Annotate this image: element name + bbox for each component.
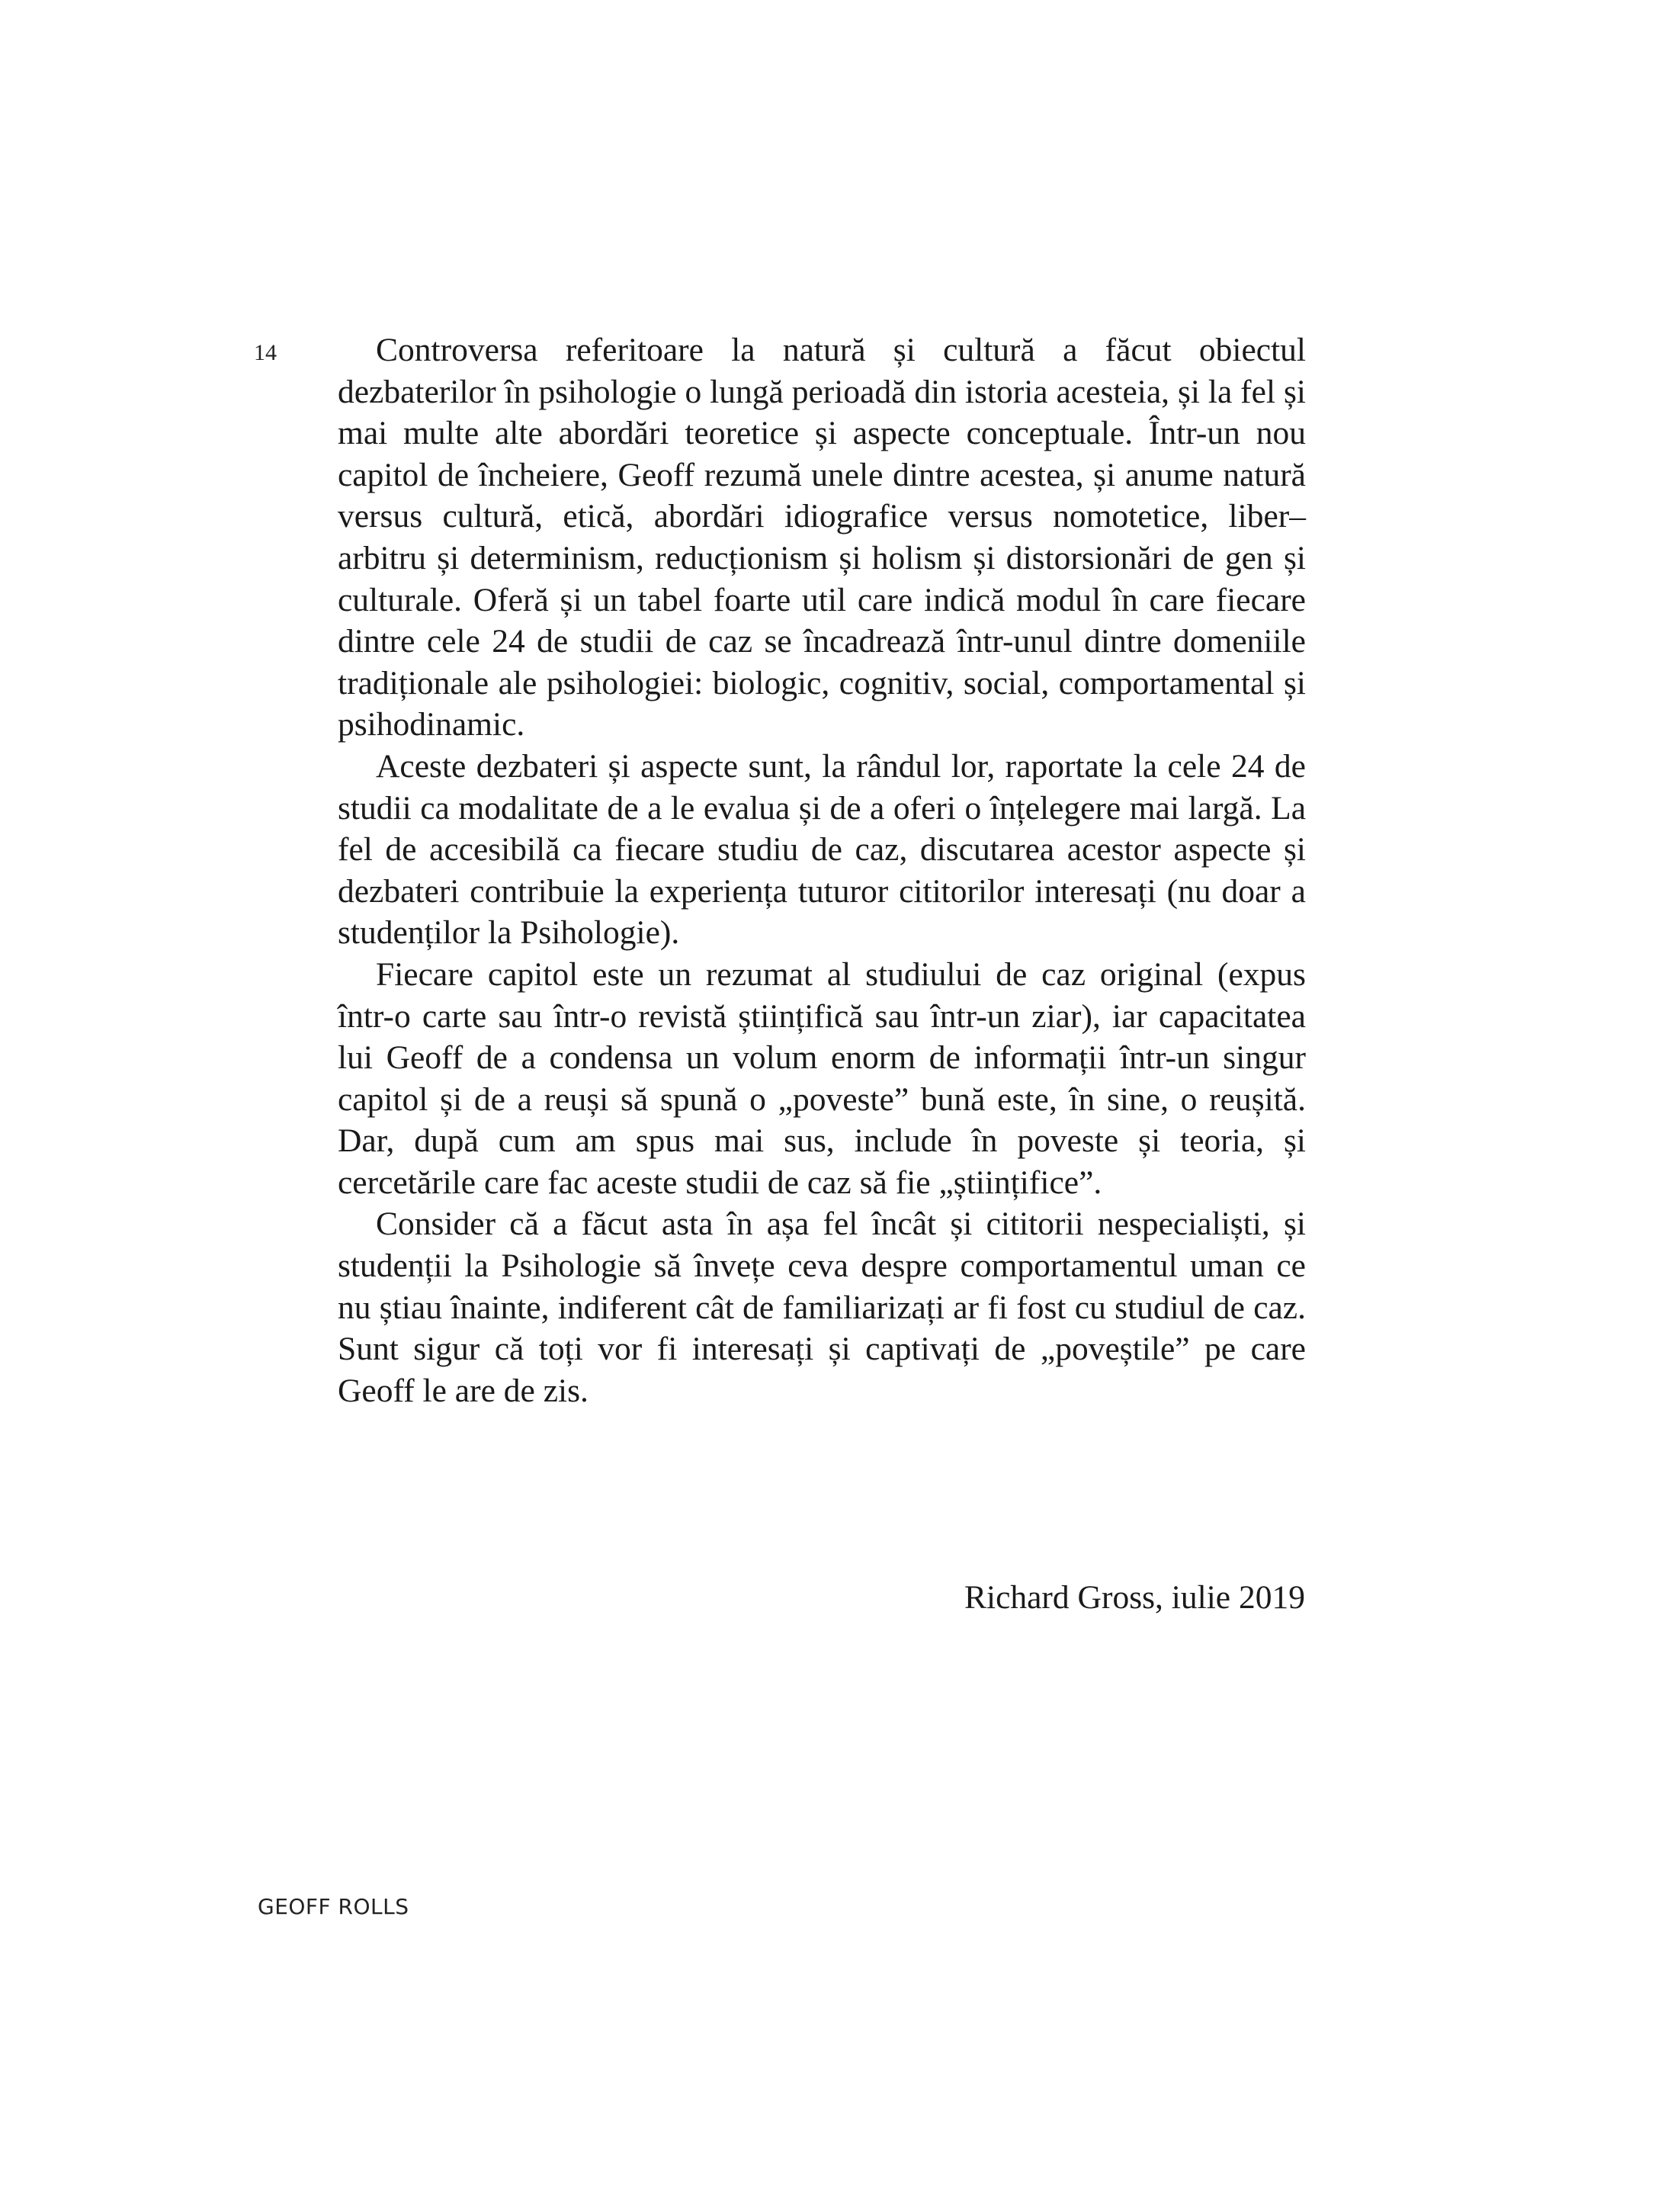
paragraph-4: Consider că a făcut asta în așa fel încât și cititorii nespecialiști, și studenții la Psihologie să învețe ceva despre comportamentul uman ce nu știau înainte, indiferent cât de familiarizați ar fi fost cu studiul de caz. Sunt sigur că toți vor fi interesați și captivați de „poveștile” pe care Geoff le are de zis. xyxy=(338,1206,1306,1409)
paragraph-2: Aceste dezbateri și aspecte sunt, la rândul lor, raportate la cele 24 de studii ca modalitate de a le evalua și de a oferi o înțelegere mai largă. La fel de accesibilă ca fiecare studiu de caz, discutarea acestor aspecte și dezbateri contribuie la experiența tuturor cititorilor interesați (nu doar a studenților la Psihologie). xyxy=(338,747,1306,952)
running-footer-author: GEOFF ROLLS xyxy=(258,1894,409,1919)
paragraph-1: Controversa referitoare la natură și cultură a făcut obiectul dezbaterilor în psihologie o lungă perioadă din istoria acesteia, și la fel și mai multe alte abordări teoretice și aspecte conceptuale. Într-un nou capitol de încheiere, Geoff rezumă unele dintre acestea, și anume natură versus cultură, etică, abordări idiografice versus nomotetice, liber–arbitru și determinism, reducționism și holism și distorsionări de gen și culturale. Oferă și un tabel foarte util care indică modul în care fiecare dintre cele 24 de studii de caz se încadrează într-unul dintre domeniile tradiționale ale psihologiei: biologic, cognitiv, social, comportamental și psihodinamic. xyxy=(338,332,1306,743)
body-text xyxy=(338,329,1306,1411)
paragraph-3: Fiecare capitol este un rezumat al studiului de caz original (expus într-o carte sau într-o revistă științifică sau într-un ziar), iar capacitatea lui Geoff de a condensa un volum enorm de informații într-un singur capitol și de a reuși să spună o „poveste” bună este, în sine, o reușită. Dar, după cum am spus mai sus, include în poveste și teoria, și cercetările care fac aceste studii de caz să fie „științifice”. xyxy=(338,955,1306,1201)
page-number: 14 xyxy=(254,340,277,365)
signature: Richard Gross, iulie 2019 xyxy=(964,1579,1305,1616)
